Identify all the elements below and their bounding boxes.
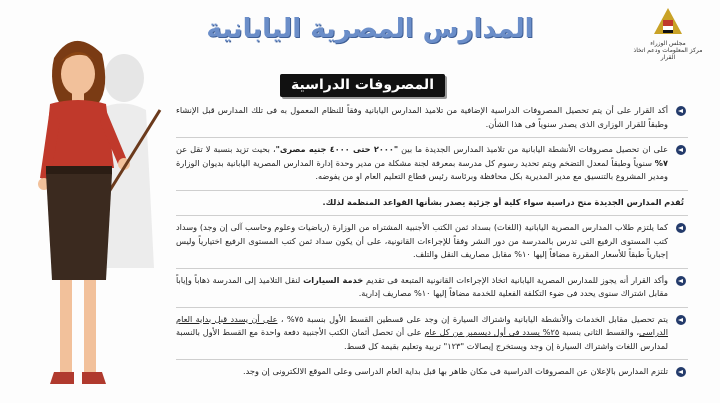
divider [176,359,688,360]
arrow-bullet-icon [676,106,686,116]
item-highlight: "٢٠٠٠ حتى ٤٠٠٠ جنيه مصرى" [275,144,399,154]
item-text: على ان تحصيل مصروفات الأنشطة اليابانية من تلاميذ المدارس الجديدة ما بين [398,144,668,154]
list-item [176,221,688,262]
list-item [176,313,688,354]
eagle-emblem-icon [651,6,685,36]
divider [176,268,688,269]
scholarship-note: تُقدم المدارس الجديدة منح دراسية سواء كلية أو جزئية يصدر بشأنها القواعد المنظمة لذلك. [322,196,684,207]
section-banner-label: المصروفات الدراسية [291,77,434,93]
item-text: على أن تحصل أثمان الكتب الأجنبية دفعة واحدة مع القسط الأول بالنسبة لمدارس اللغات واشتراك السيارة إن وجد ويستخرج إيصالات "١٢٣" تربية وتعليم بقيمة كل قسط. [176,327,668,351]
divider [176,307,688,308]
divider [176,137,688,138]
list-item [176,274,688,301]
page-title: المدارس المصرية اليابانية [206,14,534,44]
item-highlight: ٧% [654,157,668,168]
divider [176,190,688,191]
item-highlight: خدمة السيارات [303,274,364,285]
list-item [176,104,688,131]
arrow-bullet-icon [676,367,686,377]
arrow-bullet-icon [676,223,686,233]
list-item [176,143,688,184]
section-banner [280,74,445,97]
divider [176,215,688,216]
arrow-bullet-icon [676,276,686,286]
item-text: كما يلتزم طلاب المدارس المصرية اليابانية (اللغات) بسداد ثمن الكتب الأجنبية المشتراه من الوزارة (رياضيات وعلوم وحاسب آلى إن وجد) وسداد كتب المستوى الرفيع التى تدرس بالمدرسة من دور النشر وفقاً للإجراءات القانونية، على أن يكون سداد ثمن كتب المستوى الرفيع اختيارياً وليس إجبارياً طبقاً للأسعار المقررة مضافاً إليها ١٠% مقابل مصاريف النقل والتلف. [176,222,668,259]
logo-line-2: مركز المعلومات ودعم اتخاذ القرار [633,47,703,61]
item-text: سنوياً وطبقاً لمعدل التضخم ويتم تحديد رسوم كل مدرسة بمعرفة لجنة مشكلة من مدير وحدة إدارة المدارس المصرية اليابانية بديوان الوزارة ومدير المشروع بالتنسيق مع مدير المديرية بكل محافظة وبرئاسة رئيس قطاع التعليم العام او من يفوضه. [176,157,668,181]
arrow-bullet-icon [676,315,686,325]
item-underline: ٢٥% يسدد فى أول ديسمبر من كل عام [424,327,560,337]
item-text: تلتزم المدارس بالإعلان عن المصروفات الدراسية فى مكان ظاهر بها قبل بداية العام الدراسى وعلى الموقع الالكترونى إن وجد. [243,366,668,376]
item-text: يتم تحصيل مقابل الخدمات والأنشطة اليابانية واشتراك السيارة إن وجد على قسطين القسط الأول بنسبة ٧٥% ، [277,313,668,324]
arrow-bullet-icon [676,145,686,155]
item-text: ، والقسط الثانى بنسبة [559,327,640,337]
item-text: أكد القرار على أن يتم تحصيل المصروفات الدراسية الإضافية من تلاميذ المدارس اليابانية وفقاً للنظام المعمول به فى تلك المدارس قبل الإنشاء وطبقاً للقرار الوزارى الذى يصدر سنوياً فى هذا الشأن. [176,105,668,129]
item-text: ، بحيث تزيد بنسبة لا تقل عن [176,144,276,154]
teacher-illustration-icon [14,18,164,403]
item-underline: على أن يسدد قبل بداية العام الدراسى [176,313,669,337]
item-text: وأكد القرار أنه يجوز للمدارس المصرية اليابانية اتخاذ الإجراءات القانونية المتبعة فى تقديم [363,274,668,285]
list-item [176,365,688,379]
item-text: لنقل التلاميذ إلى المدرسة ذهاباً وإياباً مقابل اشتراك سنوى يحدد فى ضوء التكلفة الفعلية للخدمة مضافاً إليها ١٠% مصاريف إدارية. [176,274,668,298]
logo-line-1: مجلس الوزراء [650,40,686,47]
cabinet-logo [630,6,706,61]
fees-list [176,104,688,385]
